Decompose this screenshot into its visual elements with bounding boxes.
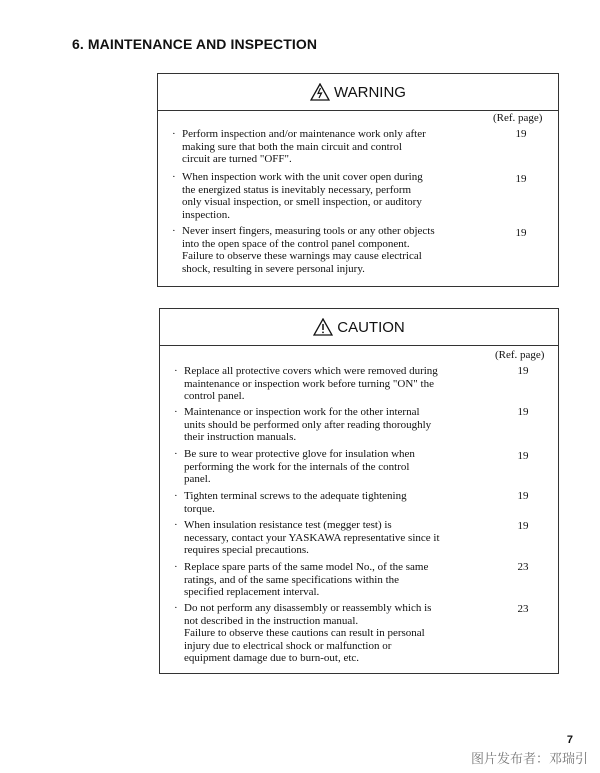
- caution-ref-label: (Ref. page): [495, 349, 545, 361]
- warning-item-text: When inspection work with the unit cover open during the energized status is inevitably necessary, perform only visual inspection, or smell inspection, or auditory inspection.: [182, 171, 423, 221]
- caution-item-ref: 19: [517, 490, 529, 502]
- caution-item-text: Do not perform any disassembly or reassembly which is not described in the instruction manual. Failure to observe these cautions can result in personal injury due to electrical shock or malfunction or equipment damage due to burn-out, etc.: [184, 602, 432, 664]
- warning-heading: WARNING: [334, 83, 406, 101]
- caution-header: [160, 309, 558, 346]
- bullet: ·: [174, 448, 178, 460]
- bullet: ·: [174, 365, 178, 377]
- page-number: 7: [566, 734, 573, 746]
- warning-item: [172, 225, 512, 275]
- bullet: ·: [174, 490, 178, 502]
- caution-box: [159, 308, 559, 674]
- caution-item-ref: 19: [517, 406, 529, 418]
- warning-box: [157, 73, 559, 287]
- bullet: ·: [172, 225, 176, 237]
- caution-item: [174, 448, 514, 486]
- caution-item-ref: 19: [517, 365, 529, 377]
- warning-item-text: Never insert fingers, measuring tools or any other objects into the open space of the control panel component. Failure to observe these warnings may cause electrical shock, resulting in severe personal injury.: [182, 225, 435, 275]
- caution-heading: CAUTION: [337, 318, 405, 336]
- bullet: ·: [174, 602, 178, 614]
- warning-triangle-icon: [310, 83, 330, 101]
- warning-item-ref: 19: [515, 173, 527, 185]
- caution-item-text: Be sure to wear protective glove for insulation when performing the work for the internals of the control panel.: [184, 448, 415, 485]
- warning-item: [172, 128, 512, 166]
- warning-header: [158, 74, 558, 111]
- caution-item: [174, 561, 514, 599]
- caution-item: [174, 519, 514, 557]
- section-title: 6. MAINTENANCE AND INSPECTION: [72, 36, 318, 52]
- warning-item-text: Perform inspection and/or maintenance work only after making sure that both the main circuit and control circuit are turned "OFF".: [182, 128, 426, 165]
- caution-item: [174, 406, 514, 444]
- caution-item-ref: 23: [517, 603, 529, 615]
- caution-item-text: Replace spare parts of the same model No., of the same ratings, and of the same specifications within the specified replacement interval.: [184, 561, 429, 598]
- caution-item: [174, 490, 514, 515]
- caution-triangle-icon: [313, 318, 333, 336]
- caution-item: [174, 602, 514, 665]
- caution-item-text: When insulation resistance test (megger test) is necessary, contact your YASKAWA representative since it requires special precautions.: [184, 519, 440, 556]
- bullet: ·: [172, 171, 176, 183]
- warning-item-ref: 19: [515, 128, 527, 140]
- warning-item: [172, 171, 512, 221]
- caution-item-text: Maintenance or inspection work for the other internal units should be performed only after reading thoroughly their instruction manuals.: [184, 406, 432, 443]
- caution-item-text: Replace all protective covers which were removed during maintenance or inspection work before turning "ON" the control panel.: [184, 365, 438, 402]
- bullet: ·: [174, 561, 178, 573]
- caution-item-ref: 19: [517, 450, 529, 462]
- warning-item-ref: 19: [515, 227, 527, 239]
- caution-item-text: Tighten terminal screws to the adequate tightening torque.: [184, 490, 407, 515]
- bullet: ·: [174, 519, 178, 531]
- bullet: ·: [172, 128, 176, 140]
- caution-item: [174, 365, 514, 403]
- bullet: ·: [174, 406, 178, 418]
- caution-item-ref: 23: [517, 561, 529, 573]
- warning-ref-label: (Ref. page): [493, 112, 543, 124]
- caution-item-ref: 19: [517, 520, 529, 532]
- watermark: 图片发布者：邓瑞引: [470, 752, 588, 767]
